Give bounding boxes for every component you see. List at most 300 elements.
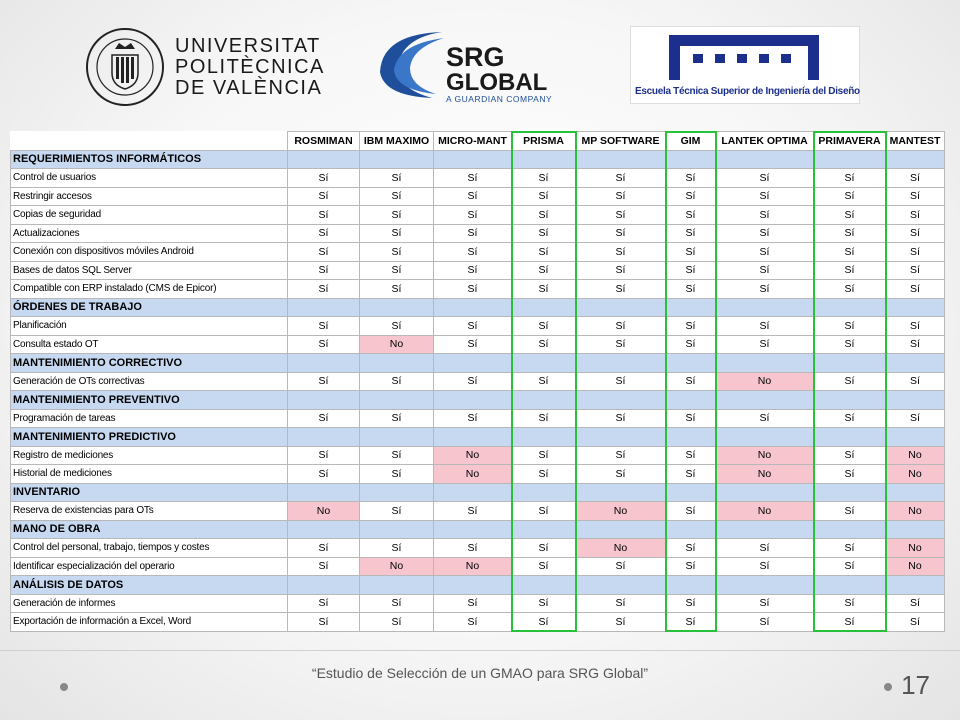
value-cell-yes: Sí: [886, 613, 945, 632]
value-cell-yes: Sí: [360, 224, 434, 243]
footer-divider: [0, 650, 960, 651]
section-filler-cell: [360, 391, 434, 410]
requirement-row: [11, 335, 945, 354]
value-cell-yes: Sí: [434, 539, 512, 558]
section-title: MANTENIMIENTO PREDICTIVO: [11, 428, 288, 447]
value-cell-yes: Sí: [512, 502, 576, 521]
upv-seal-icon: [85, 27, 165, 107]
value-cell-yes: Sí: [814, 594, 886, 613]
value-cell-yes: Sí: [666, 206, 716, 225]
value-cell-no: No: [886, 502, 945, 521]
section-filler-cell: [886, 576, 945, 595]
section-title: REQUERIMIENTOS INFORMÁTICOS: [11, 150, 288, 169]
requirement-label: Historial de mediciones: [11, 465, 288, 484]
value-cell-yes: Sí: [512, 261, 576, 280]
value-cell-no: No: [716, 502, 814, 521]
value-cell-yes: Sí: [814, 280, 886, 299]
requirement-row: [11, 557, 945, 576]
value-cell-no: No: [716, 465, 814, 484]
requirement-row: [11, 372, 945, 391]
section-filler-cell: [360, 298, 434, 317]
section-filler-cell: [512, 428, 576, 447]
value-cell-yes: Sí: [666, 465, 716, 484]
value-cell-no: No: [886, 557, 945, 576]
value-cell-yes: Sí: [814, 372, 886, 391]
value-cell-yes: Sí: [360, 206, 434, 225]
value-cell-yes: Sí: [360, 409, 434, 428]
value-cell-no: No: [288, 502, 360, 521]
section-filler-cell: [576, 428, 666, 447]
value-cell-yes: Sí: [886, 169, 945, 188]
value-cell-yes: Sí: [814, 261, 886, 280]
section-filler-cell: [666, 298, 716, 317]
section-filler-cell: [434, 483, 512, 502]
footer-left-bullet: [60, 683, 68, 691]
section-filler-cell: [288, 354, 360, 373]
value-cell-yes: Sí: [288, 261, 360, 280]
value-cell-yes: Sí: [814, 335, 886, 354]
section-filler-cell: [434, 520, 512, 539]
value-cell-yes: Sí: [666, 446, 716, 465]
value-cell-yes: Sí: [814, 613, 886, 632]
requirement-label: Generación de OTs correctivas: [11, 372, 288, 391]
value-cell-yes: Sí: [666, 372, 716, 391]
section-filler-cell: [886, 520, 945, 539]
requirement-row: [11, 317, 945, 336]
value-cell-yes: Sí: [288, 409, 360, 428]
value-cell-yes: Sí: [434, 372, 512, 391]
requirement-label: Exportación de información a Excel, Word: [11, 613, 288, 632]
value-cell-yes: Sí: [512, 594, 576, 613]
value-cell-yes: Sí: [434, 261, 512, 280]
section-filler-cell: [716, 576, 814, 595]
value-cell-yes: Sí: [512, 557, 576, 576]
section-filler-cell: [360, 150, 434, 169]
section-filler-cell: [288, 428, 360, 447]
section-filler-cell: [288, 576, 360, 595]
section-header-row: [11, 150, 945, 169]
value-cell-yes: Sí: [814, 465, 886, 484]
value-cell-yes: Sí: [576, 261, 666, 280]
value-cell-yes: Sí: [886, 372, 945, 391]
value-cell-yes: Sí: [288, 187, 360, 206]
value-cell-no: No: [716, 372, 814, 391]
requirement-label: Consulta estado OT: [11, 335, 288, 354]
value-cell-yes: Sí: [512, 206, 576, 225]
section-filler-cell: [434, 576, 512, 595]
column-header-mantest: MANTEST: [886, 132, 945, 151]
value-cell-yes: Sí: [814, 446, 886, 465]
section-title: MANTENIMIENTO CORRECTIVO: [11, 354, 288, 373]
value-cell-yes: Sí: [360, 261, 434, 280]
value-cell-no: No: [886, 539, 945, 558]
value-cell-yes: Sí: [666, 502, 716, 521]
value-cell-yes: Sí: [716, 594, 814, 613]
value-cell-yes: Sí: [288, 557, 360, 576]
value-cell-yes: Sí: [434, 335, 512, 354]
value-cell-yes: Sí: [666, 539, 716, 558]
value-cell-yes: Sí: [666, 557, 716, 576]
section-title: ANÁLISIS DE DATOS: [11, 576, 288, 595]
section-header-row: [11, 576, 945, 595]
value-cell-yes: Sí: [666, 280, 716, 299]
value-cell-yes: Sí: [814, 206, 886, 225]
section-filler-cell: [886, 298, 945, 317]
value-cell-yes: Sí: [886, 335, 945, 354]
section-filler-cell: [666, 483, 716, 502]
section-filler-cell: [814, 483, 886, 502]
section-header-row: [11, 391, 945, 410]
gmao-comparison-table: [10, 131, 945, 632]
section-header-row: [11, 483, 945, 502]
value-cell-yes: Sí: [666, 335, 716, 354]
value-cell-yes: Sí: [716, 261, 814, 280]
value-cell-yes: Sí: [360, 465, 434, 484]
column-header-primavera: PRIMAVERA: [814, 132, 886, 151]
comparison-table: [10, 131, 944, 632]
value-cell-yes: Sí: [814, 409, 886, 428]
value-cell-yes: Sí: [814, 502, 886, 521]
value-cell-yes: Sí: [288, 372, 360, 391]
column-header-ibm-maximo: IBM MAXIMO: [360, 132, 434, 151]
section-filler-cell: [814, 298, 886, 317]
value-cell-yes: Sí: [512, 613, 576, 632]
requirement-label: Programación de tareas: [11, 409, 288, 428]
section-filler-cell: [288, 298, 360, 317]
section-filler-cell: [666, 354, 716, 373]
section-filler-cell: [716, 298, 814, 317]
section-filler-cell: [360, 483, 434, 502]
section-filler-cell: [434, 354, 512, 373]
value-cell-yes: Sí: [886, 206, 945, 225]
requirement-label: Registro de mediciones: [11, 446, 288, 465]
value-cell-yes: Sí: [360, 539, 434, 558]
footer-right-bullet: [884, 683, 892, 691]
value-cell-yes: Sí: [288, 280, 360, 299]
section-filler-cell: [288, 483, 360, 502]
section-filler-cell: [666, 576, 716, 595]
value-cell-yes: Sí: [886, 317, 945, 336]
section-filler-cell: [666, 150, 716, 169]
value-cell-yes: Sí: [512, 446, 576, 465]
column-header-micro-mant: MICRO-MANT: [434, 132, 512, 151]
value-cell-yes: Sí: [576, 224, 666, 243]
section-filler-cell: [814, 520, 886, 539]
section-filler-cell: [886, 483, 945, 502]
section-filler-cell: [576, 150, 666, 169]
section-filler-cell: [666, 520, 716, 539]
value-cell-yes: Sí: [512, 280, 576, 299]
column-header-rosmiman: ROSMIMAN: [288, 132, 360, 151]
requirement-label: Restringir accesos: [11, 187, 288, 206]
column-header-lantek-optima: LANTEK OPTIMA: [716, 132, 814, 151]
section-filler-cell: [512, 354, 576, 373]
value-cell-yes: Sí: [360, 317, 434, 336]
upv-wordmark: [175, 36, 325, 99]
value-cell-no: No: [434, 557, 512, 576]
value-cell-yes: Sí: [716, 243, 814, 262]
value-cell-yes: Sí: [434, 224, 512, 243]
value-cell-yes: Sí: [288, 243, 360, 262]
footer-caption: “Estudio de Selección de un GMAO para SRG Global”: [311, 665, 649, 681]
requirement-row: [11, 261, 945, 280]
value-cell-yes: Sí: [512, 372, 576, 391]
section-title: MANTENIMIENTO PREVENTIVO: [11, 391, 288, 410]
value-cell-yes: Sí: [360, 243, 434, 262]
value-cell-yes: Sí: [666, 169, 716, 188]
value-cell-no: No: [576, 502, 666, 521]
requirement-label: Identificar especialización del operario: [11, 557, 288, 576]
requirement-row: [11, 206, 945, 225]
value-cell-yes: Sí: [288, 594, 360, 613]
value-cell-yes: Sí: [886, 187, 945, 206]
value-cell-yes: Sí: [886, 224, 945, 243]
value-cell-yes: Sí: [288, 613, 360, 632]
value-cell-yes: Sí: [666, 187, 716, 206]
value-cell-yes: Sí: [434, 594, 512, 613]
table-corner-cell: [11, 132, 288, 151]
value-cell-yes: Sí: [886, 261, 945, 280]
section-filler-cell: [512, 576, 576, 595]
value-cell-yes: Sí: [716, 557, 814, 576]
value-cell-yes: Sí: [716, 613, 814, 632]
requirement-row: [11, 502, 945, 521]
value-cell-yes: Sí: [576, 613, 666, 632]
requirement-label: Actualizaciones: [11, 224, 288, 243]
section-filler-cell: [716, 391, 814, 410]
upv-line-3: DE VALÈNCIA: [175, 76, 323, 99]
section-filler-cell: [288, 520, 360, 539]
section-filler-cell: [434, 298, 512, 317]
value-cell-yes: Sí: [288, 335, 360, 354]
value-cell-yes: Sí: [512, 187, 576, 206]
value-cell-yes: Sí: [886, 280, 945, 299]
section-filler-cell: [716, 520, 814, 539]
value-cell-yes: Sí: [886, 243, 945, 262]
value-cell-no: No: [886, 465, 945, 484]
section-filler-cell: [360, 520, 434, 539]
section-filler-cell: [814, 391, 886, 410]
requirement-row: [11, 613, 945, 632]
value-cell-yes: Sí: [434, 206, 512, 225]
section-filler-cell: [576, 483, 666, 502]
value-cell-yes: Sí: [814, 169, 886, 188]
srg-name-bottom: GLOBAL: [446, 69, 548, 96]
value-cell-yes: Sí: [576, 372, 666, 391]
requirement-row: [11, 594, 945, 613]
section-filler-cell: [576, 354, 666, 373]
value-cell-yes: Sí: [360, 187, 434, 206]
value-cell-yes: Sí: [576, 557, 666, 576]
value-cell-yes: Sí: [716, 206, 814, 225]
value-cell-yes: Sí: [360, 613, 434, 632]
value-cell-yes: Sí: [288, 465, 360, 484]
value-cell-yes: Sí: [434, 613, 512, 632]
column-header-prisma: PRISMA: [512, 132, 576, 151]
requirement-row: [11, 409, 945, 428]
section-filler-cell: [886, 391, 945, 410]
section-filler-cell: [886, 428, 945, 447]
value-cell-yes: Sí: [666, 317, 716, 336]
section-filler-cell: [666, 428, 716, 447]
value-cell-yes: Sí: [512, 409, 576, 428]
value-cell-yes: Sí: [360, 280, 434, 299]
srg-tagline: A GUARDIAN COMPANY: [446, 94, 553, 104]
requirement-label: Control de usuarios: [11, 169, 288, 188]
requirement-label: Reserva de existencias para OTs: [11, 502, 288, 521]
section-header-row: [11, 298, 945, 317]
value-cell-yes: Sí: [576, 465, 666, 484]
value-cell-yes: Sí: [576, 317, 666, 336]
value-cell-yes: Sí: [716, 280, 814, 299]
section-filler-cell: [886, 150, 945, 169]
section-filler-cell: [512, 150, 576, 169]
section-title: INVENTARIO: [11, 483, 288, 502]
requirement-row: [11, 539, 945, 558]
section-filler-cell: [512, 298, 576, 317]
requirement-label: Control del personal, trabajo, tiempos y costes: [11, 539, 288, 558]
section-filler-cell: [360, 428, 434, 447]
value-cell-yes: Sí: [576, 206, 666, 225]
section-filler-cell: [716, 483, 814, 502]
value-cell-no: No: [360, 335, 434, 354]
value-cell-yes: Sí: [576, 335, 666, 354]
value-cell-yes: Sí: [814, 243, 886, 262]
requirement-row: [11, 224, 945, 243]
value-cell-yes: Sí: [716, 317, 814, 336]
column-header-mp-software: MP SOFTWARE: [576, 132, 666, 151]
section-header-row: [11, 428, 945, 447]
section-filler-cell: [814, 576, 886, 595]
value-cell-no: No: [360, 557, 434, 576]
etsid-logo: [630, 26, 860, 104]
section-filler-cell: [288, 391, 360, 410]
section-filler-cell: [576, 576, 666, 595]
srg-global-logo: [372, 26, 584, 106]
section-filler-cell: [814, 354, 886, 373]
value-cell-yes: Sí: [576, 243, 666, 262]
value-cell-yes: Sí: [360, 169, 434, 188]
value-cell-yes: Sí: [814, 539, 886, 558]
value-cell-yes: Sí: [288, 446, 360, 465]
value-cell-yes: Sí: [666, 594, 716, 613]
value-cell-yes: Sí: [716, 187, 814, 206]
section-filler-cell: [576, 391, 666, 410]
value-cell-yes: Sí: [288, 206, 360, 225]
value-cell-yes: Sí: [288, 224, 360, 243]
value-cell-no: No: [886, 446, 945, 465]
value-cell-yes: Sí: [814, 557, 886, 576]
section-filler-cell: [814, 428, 886, 447]
section-title: ÓRDENES DE TRABAJO: [11, 298, 288, 317]
value-cell-yes: Sí: [434, 317, 512, 336]
requirement-row: [11, 465, 945, 484]
section-filler-cell: [666, 391, 716, 410]
column-header-gim: GIM: [666, 132, 716, 151]
value-cell-yes: Sí: [512, 539, 576, 558]
value-cell-yes: Sí: [666, 261, 716, 280]
value-cell-yes: Sí: [716, 224, 814, 243]
upv-line-2: POLITÈCNICA: [175, 55, 325, 78]
srg-name-top: SRG: [446, 42, 505, 72]
value-cell-yes: Sí: [716, 409, 814, 428]
value-cell-yes: Sí: [576, 446, 666, 465]
value-cell-yes: Sí: [288, 317, 360, 336]
section-filler-cell: [434, 428, 512, 447]
value-cell-yes: Sí: [814, 187, 886, 206]
value-cell-no: No: [716, 446, 814, 465]
value-cell-yes: Sí: [666, 409, 716, 428]
value-cell-yes: Sí: [434, 169, 512, 188]
upv-line-1: UNIVERSITAT: [175, 34, 321, 57]
etsid-caption: Escuela Técnica Superior de Ingeniería del Diseño: [635, 86, 860, 97]
section-filler-cell: [716, 150, 814, 169]
section-header-row: [11, 354, 945, 373]
value-cell-yes: Sí: [512, 335, 576, 354]
value-cell-no: No: [434, 446, 512, 465]
requirement-label: Compatible con ERP instalado (CMS de Epicor): [11, 280, 288, 299]
page-number: 17: [901, 670, 930, 700]
section-filler-cell: [434, 150, 512, 169]
value-cell-yes: Sí: [434, 409, 512, 428]
section-filler-cell: [576, 520, 666, 539]
section-filler-cell: [512, 520, 576, 539]
value-cell-yes: Sí: [288, 169, 360, 188]
requirement-label: Planificación: [11, 317, 288, 336]
value-cell-yes: Sí: [716, 539, 814, 558]
section-filler-cell: [886, 354, 945, 373]
value-cell-yes: Sí: [576, 409, 666, 428]
value-cell-yes: Sí: [886, 409, 945, 428]
requirement-label: Conexión con dispositivos móviles Android: [11, 243, 288, 262]
value-cell-no: No: [576, 539, 666, 558]
requirement-row: [11, 446, 945, 465]
value-cell-yes: Sí: [434, 502, 512, 521]
value-cell-yes: Sí: [666, 613, 716, 632]
requirement-row: [11, 243, 945, 262]
value-cell-yes: Sí: [886, 594, 945, 613]
section-filler-cell: [360, 354, 434, 373]
value-cell-yes: Sí: [814, 317, 886, 336]
requirement-row: [11, 169, 945, 188]
value-cell-yes: Sí: [716, 335, 814, 354]
value-cell-yes: Sí: [576, 169, 666, 188]
value-cell-yes: Sí: [434, 280, 512, 299]
section-title: MANO DE OBRA: [11, 520, 288, 539]
value-cell-yes: Sí: [360, 446, 434, 465]
value-cell-yes: Sí: [434, 187, 512, 206]
value-cell-no: No: [434, 465, 512, 484]
value-cell-yes: Sí: [666, 224, 716, 243]
section-header-row: [11, 520, 945, 539]
value-cell-yes: Sí: [434, 243, 512, 262]
value-cell-yes: Sí: [512, 169, 576, 188]
value-cell-yes: Sí: [512, 465, 576, 484]
value-cell-yes: Sí: [360, 594, 434, 613]
value-cell-yes: Sí: [288, 539, 360, 558]
section-filler-cell: [716, 354, 814, 373]
value-cell-yes: Sí: [576, 280, 666, 299]
requirement-row: [11, 280, 945, 299]
requirement-row: [11, 187, 945, 206]
value-cell-yes: Sí: [360, 372, 434, 391]
requirement-label: Bases de datos SQL Server: [11, 261, 288, 280]
value-cell-yes: Sí: [716, 169, 814, 188]
value-cell-yes: Sí: [512, 317, 576, 336]
value-cell-yes: Sí: [576, 187, 666, 206]
section-filler-cell: [716, 428, 814, 447]
section-filler-cell: [814, 150, 886, 169]
